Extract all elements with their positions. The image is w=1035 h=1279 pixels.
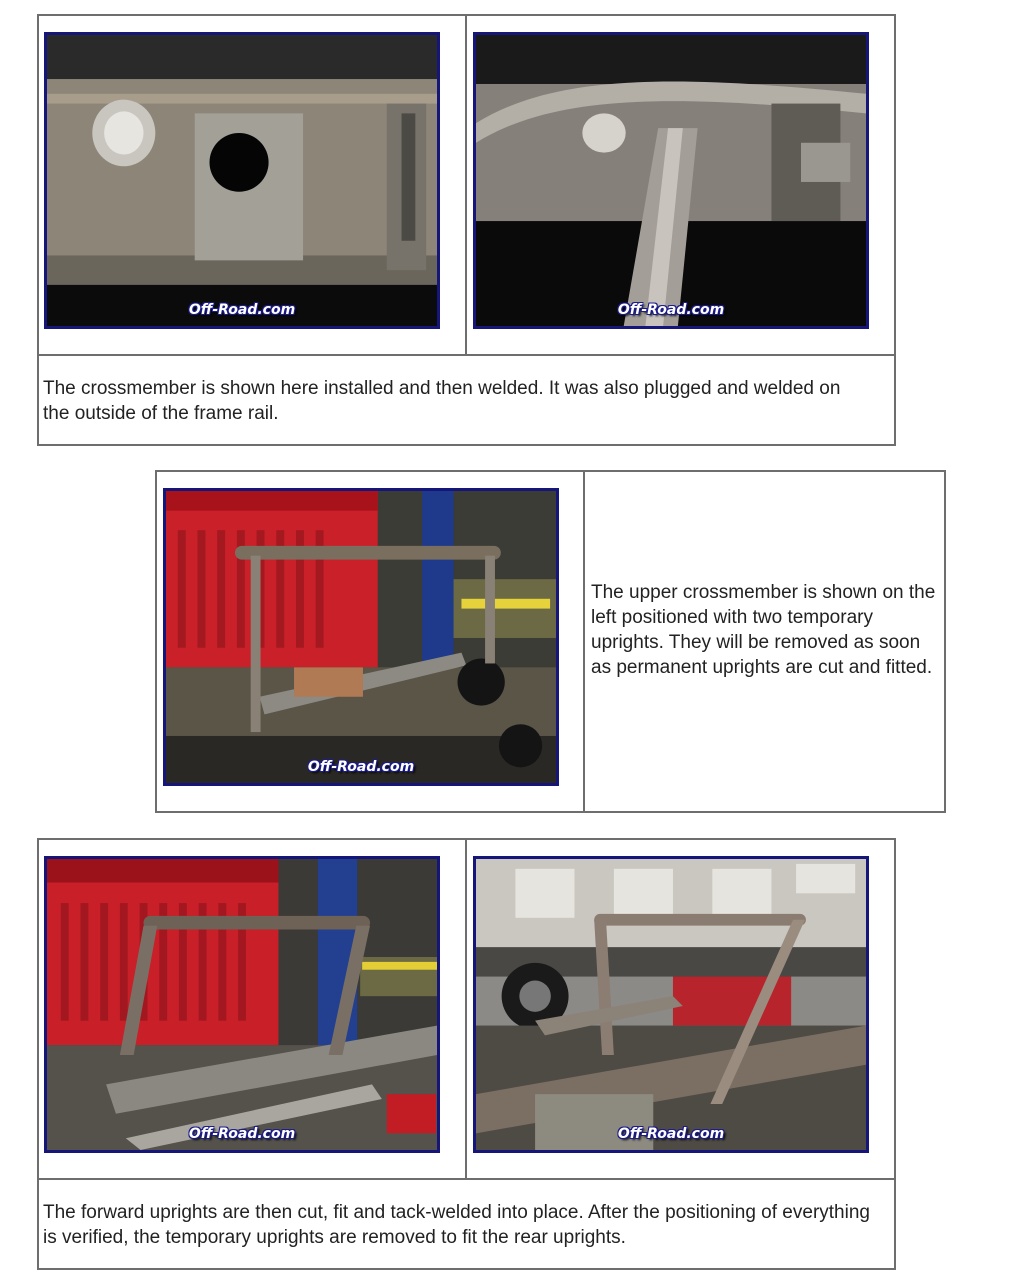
- section-1-divider: [465, 14, 467, 356]
- section-3-row-divider: [37, 1178, 896, 1180]
- photo-frame-rail-hole: [44, 32, 440, 329]
- photo-crossmember-installed: [473, 32, 869, 329]
- section-1-caption: The crossmember is shown here installed and then welded. It was also plugged and welded on the outside of the frame rail.: [43, 378, 841, 424]
- section-2-caption: The upper crossmember is shown on the left positioned with two temporary uprights. They will be removed as soon as permanent uprights are cut and fitted.: [591, 582, 936, 678]
- photo-forward-uprights-red-cab: [44, 856, 440, 1153]
- photo-watermark: Off-Road.com: [617, 1126, 725, 1142]
- photo-watermark: Off-Road.com: [307, 759, 415, 775]
- section-2-divider: [583, 470, 585, 813]
- section-3-divider: [465, 838, 467, 1180]
- photo-upper-crossmember: [163, 488, 559, 786]
- section-3-caption: The forward uprights are then cut, fit and tack-welded into place. After the positioning of everything is verified, the temporary uprights are removed to fit the rear uprights.: [43, 1202, 870, 1248]
- photo-watermark: Off-Road.com: [188, 302, 296, 318]
- section-1-row-divider: [37, 354, 896, 356]
- photo-forward-uprights-shop: [473, 856, 869, 1153]
- photo-watermark: Off-Road.com: [617, 302, 725, 318]
- photo-watermark: Off-Road.com: [188, 1126, 296, 1142]
